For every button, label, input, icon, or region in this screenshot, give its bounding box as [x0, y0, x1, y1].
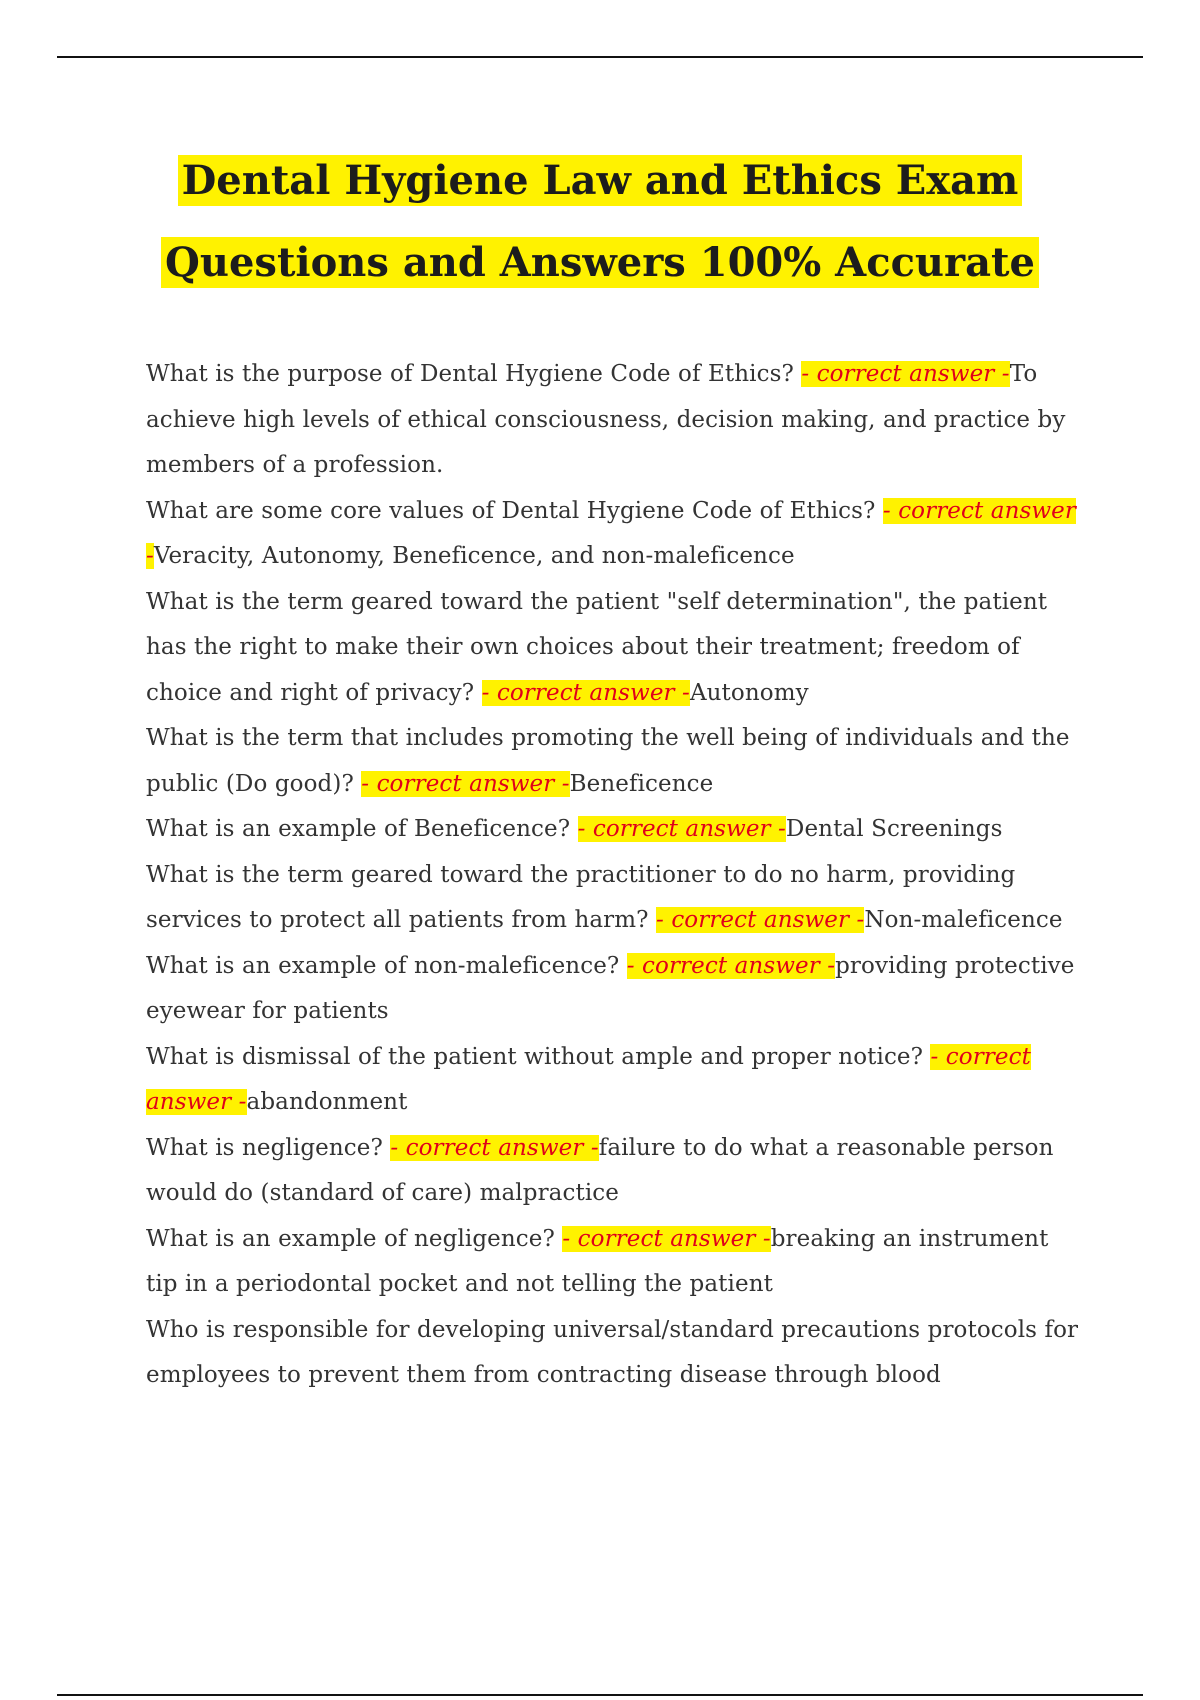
answer-marker: - correct answer -	[390, 1134, 599, 1161]
answer-text: Dental Screenings	[785, 816, 1003, 842]
question-text: What is dismissal of the patient without ample and proper notice?	[146, 1043, 931, 1070]
answer-text: To achieve high levels of ethical consciousness, decision making, and practice by members of a profession.	[146, 361, 1066, 478]
qa-item	[146, 1217, 1086, 1308]
answer-text: Non-maleficence	[864, 907, 1063, 933]
answer-marker: - correct answer -	[626, 952, 836, 979]
question-text: What is an example of Beneficence?	[146, 816, 578, 842]
answer-marker: - correct answer -	[801, 361, 1010, 387]
qa-item	[146, 1126, 1086, 1217]
answer-marker: - correct answer -	[146, 497, 1076, 569]
answer-marker: - correct answer -	[577, 816, 786, 842]
bottom-rule	[57, 1694, 1143, 1696]
question-text: What is an example of non-maleficence?	[146, 952, 627, 979]
answer-text: Beneficence	[569, 770, 714, 797]
answer-marker: - correct answer -	[656, 907, 865, 933]
document-title	[120, 140, 1080, 304]
trailing-question: Who is responsible for developing universal/standard precautions protocols for employees to prevent them from contracting disease through blood	[146, 1316, 1079, 1388]
answer-text: Autonomy	[689, 679, 809, 706]
answer-marker: - correct answer -	[146, 1043, 1031, 1115]
answer-text: breaking an instrument tip in a periodontal pocket and not telling the patient	[146, 1225, 1049, 1297]
qa-item	[146, 853, 1086, 944]
question-text: What is an example of negligence?	[146, 1225, 563, 1252]
qa-item	[146, 489, 1086, 580]
qa-item	[146, 1035, 1086, 1126]
qa-item	[146, 352, 1086, 489]
top-rule	[57, 56, 1143, 58]
answer-text: failure to do what a reasonable person would do (standard of care) malpractice	[146, 1134, 1054, 1206]
qa-list	[146, 352, 1086, 1399]
answer-text: abandonment	[246, 1089, 408, 1115]
qa-item	[146, 807, 1086, 853]
answer-marker: - correct answer -	[481, 679, 690, 706]
answer-text: Veracity, Autonomy, Beneficence, and non-maleficence	[153, 543, 795, 569]
title-line-1: Dental Hygiene Law and Ethics Exam	[178, 155, 1023, 206]
qa-item	[146, 580, 1086, 717]
question-text: What is negligence?	[146, 1134, 391, 1161]
question-text: What is the term geared toward the patient "self determination", the patient has the right to make their own choices about their treatment; freedom of choice and right of privacy?	[146, 588, 1048, 706]
qa-item	[146, 944, 1086, 1035]
question-text: What is the purpose of Dental Hygiene Code of Ethics?	[146, 361, 802, 387]
answer-text: providing protective eyewear for patients	[146, 952, 1075, 1024]
title-line-2: Questions and Answers 100% Accurate	[161, 237, 1039, 288]
qa-item	[146, 716, 1086, 807]
answer-marker: - correct answer -	[562, 1225, 771, 1252]
answer-marker: - correct answer -	[361, 770, 570, 797]
question-text: What is the term that includes promoting the well being of individuals and the public (Do good)?	[146, 725, 1070, 797]
question-text: What is the term geared toward the practitioner to do no harm, providing services to protect all patients from harm?	[146, 861, 1016, 933]
question-text: What are some core values of Dental Hygiene Code of Ethics?	[146, 497, 883, 524]
